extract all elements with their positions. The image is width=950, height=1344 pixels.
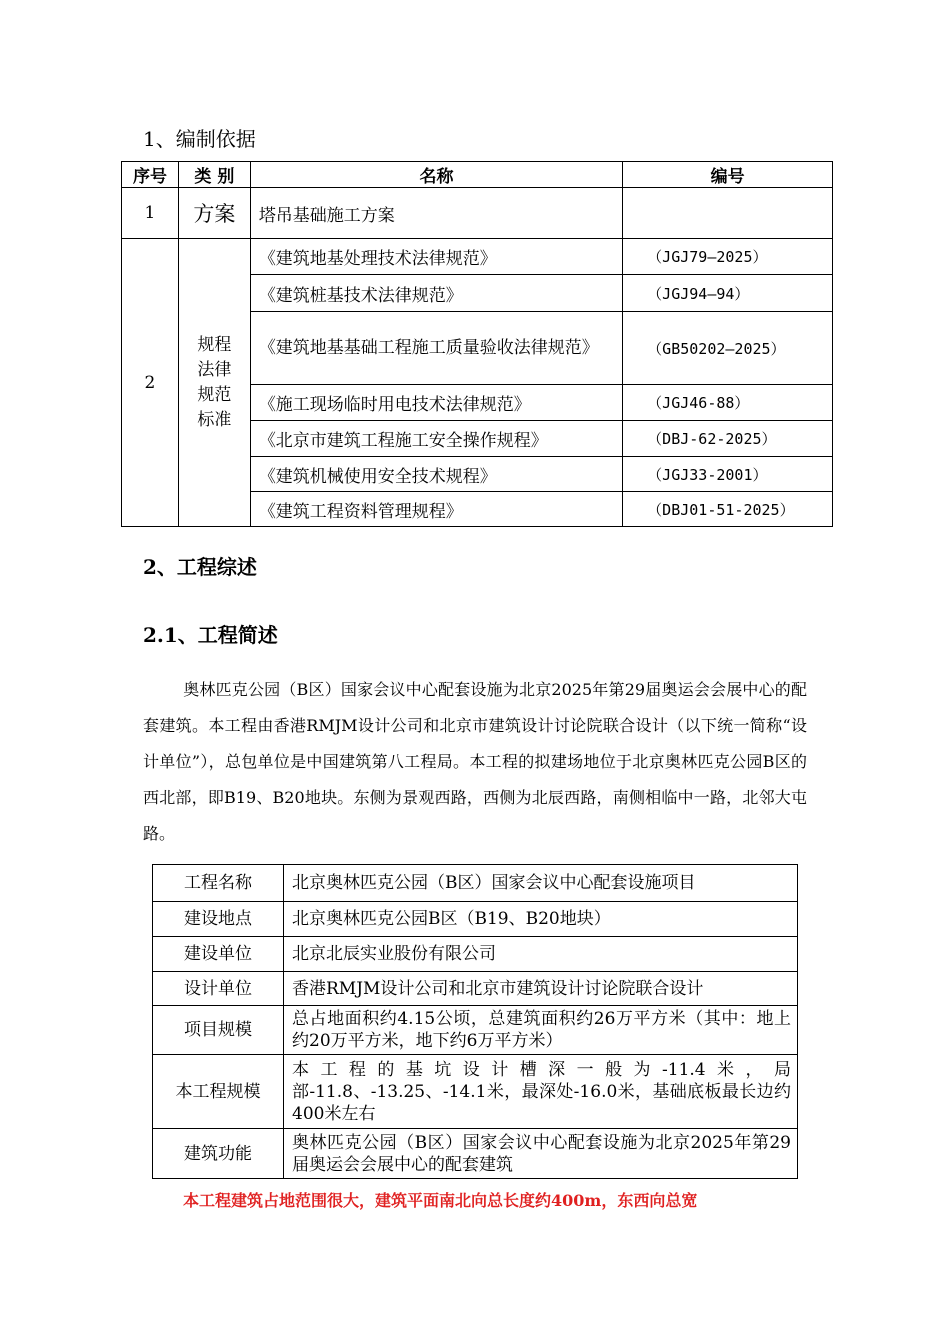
table-row <box>153 1006 798 1055</box>
table-row <box>153 865 798 902</box>
info-key: 工程名称 <box>153 865 284 902</box>
info-key: 本工程规模 <box>153 1055 284 1129</box>
table-row <box>153 937 798 972</box>
table-row <box>122 239 833 275</box>
standard-code: （JGJ46-88） <box>623 385 833 421</box>
standard-code: （JGJ79—2025） <box>623 239 833 275</box>
paragraph-text: 奥林匹克公园（B区）国家会议中心配套设施为北京2025年第29届奥运会会展中心的配套建筑。本工程由香港RMJM设计公司和北京市建筑设计讨论院联合设计（以下统一简称“设计单位”），总包单位是中国建筑第八工程局。本工程的拟建场地位于北京奥林匹克公园B区的西北部，即B19、B20地块。东侧为景观西路，西侧为北辰西路，南侧相临中一路，北邻大屯路。 <box>143 680 807 843</box>
info-key: 建设单位 <box>153 937 284 972</box>
reference-standards-table <box>121 161 833 527</box>
info-value: 北京北辰实业股份有限公司 <box>284 937 798 972</box>
standard-name: 《建筑地基基础工程施工质量验收法律规范》 <box>250 312 622 385</box>
table-row <box>153 972 798 1006</box>
row-no: 2 <box>122 239 179 527</box>
category-line: 规范 <box>197 384 232 405</box>
info-value: 北京奥林匹克公园（B区）国家会议中心配套设施项目 <box>284 865 798 902</box>
project-description-paragraph <box>143 672 807 852</box>
category-line: 法律 <box>197 359 232 380</box>
header-code: 编号 <box>623 162 833 188</box>
standard-name: 《建筑机械使用安全技术规程》 <box>250 457 622 492</box>
row-name: 塔吊基础施工方案 <box>250 188 622 239</box>
table-row <box>122 188 833 239</box>
section-heading-overview: 2、工程综述 <box>143 555 257 579</box>
standard-code: （DBJ01-51-2025） <box>623 492 833 527</box>
table-row <box>153 1055 798 1129</box>
row-code <box>623 188 833 239</box>
info-value: 香港RMJM设计公司和北京市建筑设计讨论院联合设计 <box>284 972 798 1006</box>
table-header-row <box>122 162 833 188</box>
info-value: 总占地面积约4.15公顷，总建筑面积约26万平方米（其中：地上约20万平方米，地下约6万平方米） <box>284 1006 798 1055</box>
category-line: 规程 <box>197 334 232 355</box>
header-no: 序号 <box>122 162 179 188</box>
info-key: 项目规模 <box>153 1006 284 1055</box>
row-category <box>178 239 250 527</box>
info-key: 建设地点 <box>153 902 284 937</box>
standard-name: 《建筑地基处理技术法律规范》 <box>250 239 622 275</box>
standard-code: （GB50202—2025） <box>623 312 833 385</box>
project-info-table <box>152 864 798 1179</box>
standard-name: 《建筑工程资料管理规程》 <box>250 492 622 527</box>
info-key: 建筑功能 <box>153 1129 284 1179</box>
standard-name: 《北京市建筑工程施工安全操作规程》 <box>250 421 622 457</box>
standard-name: 《建筑桩基技术法律规范》 <box>250 275 622 312</box>
table-row <box>153 902 798 937</box>
standard-code: （JGJ33-2001） <box>623 457 833 492</box>
category-line: 标准 <box>197 409 232 430</box>
row-category: 方案 <box>178 188 250 239</box>
standard-name: 《施工现场临时用电技术法律规范》 <box>250 385 622 421</box>
highlight-note: 本工程建筑占地范围很大，建筑平面南北向总长度约400m，东西向总宽 <box>183 1191 698 1210</box>
header-name: 名称 <box>250 162 622 188</box>
table-row <box>153 1129 798 1179</box>
info-value: 奥林匹克公园（B区）国家会议中心配套设施为北京2025年第29届奥运会会展中心的配套建筑 <box>284 1129 798 1179</box>
info-key: 设计单位 <box>153 972 284 1006</box>
section-heading-basis: 1、编制依据 <box>143 127 256 151</box>
standard-code: （DBJ-62-2025） <box>623 421 833 457</box>
header-category: 类 别 <box>178 162 250 188</box>
row-no: 1 <box>122 188 179 239</box>
info-value: 本工程的基坑设计槽深一般为-11.4米，局部-11.8、-13.25、-14.1米，最深处-16.0米，基础底板最长边约400米左右 <box>284 1055 798 1129</box>
section-heading-brief: 2.1、工程简述 <box>143 623 278 647</box>
standard-code: （JGJ94—94） <box>623 275 833 312</box>
info-value: 北京奥林匹克公园B区（B19、B20地块） <box>284 902 798 937</box>
